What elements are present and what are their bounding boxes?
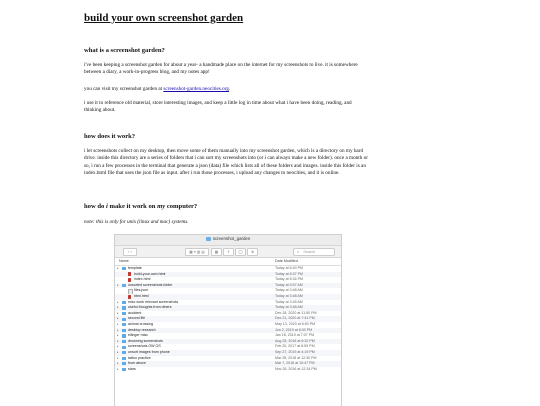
disclosure-triangle-icon: ▸ <box>117 305 119 310</box>
file-date: Jan 18, 2019 at 7:07 PM <box>275 333 315 338</box>
finder-titlebar <box>115 235 341 246</box>
disclosure-triangle-icon: ▸ <box>117 327 119 332</box>
file-date: Mar 28, 2018 at 12:30 PM <box>275 355 317 360</box>
file-name: second life <box>128 316 146 321</box>
file-date: Mar 7, 2018 at 10:47 PM <box>275 361 315 366</box>
page-title: build your own screenshot garden <box>84 12 244 24</box>
file-name: desktop research <box>128 327 156 332</box>
file-name: accident <box>128 310 142 315</box>
heading-make-a: how do <box>84 203 106 210</box>
file-date: Today at 6:40 PM <box>275 266 303 270</box>
folder-icon <box>122 318 126 321</box>
file-name: stars <box>128 366 136 371</box>
file-date: Today at 3:48 AM <box>275 288 303 293</box>
disclosure-triangle-icon: ▸ <box>117 316 119 321</box>
folder-icon <box>122 346 126 349</box>
file-name: tattoo practice <box>128 355 151 360</box>
file-date: Today at 3:48 AM <box>275 305 303 310</box>
disclosure-triangle-icon: ▸ <box>117 361 119 366</box>
file-name: files.json <box>134 288 148 293</box>
file-name: from above <box>128 361 146 366</box>
html-file-icon <box>128 272 131 276</box>
html-file-icon <box>128 295 131 299</box>
file-name: drowning screenshots <box>128 338 163 343</box>
file-name: index.html <box>134 277 151 282</box>
finder-title <box>115 236 341 241</box>
folder-icon <box>122 340 126 343</box>
file-name: ellinger misc <box>128 333 148 338</box>
disclosure-triangle-icon: ▸ <box>117 310 119 315</box>
file-name: build-your-own.html <box>134 271 166 276</box>
column-name: Name <box>119 259 129 263</box>
folder-icon <box>122 334 126 337</box>
back-forward-icon: ‹ › <box>123 248 137 256</box>
folder-icon <box>122 301 126 304</box>
finder-rows <box>115 266 341 372</box>
file-name: useful thoughts from others <box>128 305 172 310</box>
folder-icon <box>122 351 126 354</box>
disclosure-triangle-icon: ▸ <box>117 266 119 270</box>
file-name: template <box>128 266 142 270</box>
folder-icon <box>122 323 126 326</box>
file-row <box>115 367 341 373</box>
visit-suffix: . <box>228 86 231 92</box>
folder-icon <box>206 237 211 241</box>
folder-icon <box>122 312 126 315</box>
finder-toolbar <box>115 246 341 258</box>
group-icon: ▦ <box>211 248 222 256</box>
share-icon: ⇪ <box>223 248 234 256</box>
finder-search <box>293 248 335 256</box>
heading-make-c: computer? <box>165 203 198 210</box>
disclosure-triangle-icon: ▸ <box>117 344 119 349</box>
file-date: Jun 2, 2019 at 6:00 PM <box>275 327 313 332</box>
search-icon: ⌕ <box>297 250 300 254</box>
file-date: Dec 28, 2020 at 11:50 PM <box>275 310 317 315</box>
disclosure-triangle-icon: ▸ <box>117 366 119 371</box>
folder-icon <box>122 329 126 332</box>
file-date: May 13, 2020 at 6:50 PM <box>275 321 316 326</box>
column-date: Date Modified <box>275 259 298 263</box>
heading-make-my: my <box>157 203 166 210</box>
file-date: Today at 5:57 AM <box>275 282 303 287</box>
view-mode-icon: ▦ ≡ ▥ ▤ <box>185 248 209 256</box>
gear-icon: ✲ <box>247 248 258 256</box>
heading-make <box>84 203 197 210</box>
disclosure-triangle-icon: ▸ <box>117 333 119 338</box>
paragraph-what-2 <box>84 86 370 93</box>
heading-how: how does it work? <box>84 133 136 140</box>
disclosure-triangle-icon: ▸ <box>117 321 119 326</box>
file-date: Today at 6:37 PM <box>275 271 303 276</box>
file-date: Today at 3:48 AM <box>275 293 303 298</box>
disclosure-triangle-icon: ▸ <box>117 338 119 343</box>
file-date: Aug 28, 2018 at 6:32 PM <box>275 338 315 343</box>
heading-what: what is a screenshot garden? <box>84 47 165 54</box>
file-name: screenshots OW OS <box>128 344 161 349</box>
folder-icon <box>122 368 126 371</box>
file-date: Dec 21, 2020 at 7:41 PM <box>275 316 315 321</box>
file-name: unsorted screenshots folder <box>128 282 173 287</box>
file-name: unsort images from phone <box>128 349 170 354</box>
file-date: Feb 20, 2017 at 6:59 PM <box>275 344 315 349</box>
tag-icon: ◯ <box>235 248 246 256</box>
heading-make-b: make it work on <box>107 203 158 210</box>
finder-column-header <box>115 258 341 266</box>
file-date: Sep 27, 2019 at 4:19 PM <box>275 349 315 354</box>
disclosure-triangle-icon: ▸ <box>117 282 119 287</box>
finder-screenshot <box>114 234 342 406</box>
disclosure-triangle-icon: ▸ <box>117 355 119 360</box>
file-date: Nov 28, 2016 at 12:34 PM <box>275 366 317 371</box>
garden-link[interactable]: screenshot-garden.neocities.org <box>163 86 229 92</box>
unix-note: note: this is only for unix (linux and mac) systems. <box>84 219 189 225</box>
folder-icon <box>122 306 126 309</box>
search-placeholder: Search <box>303 250 316 254</box>
paragraph-what-3: i use it to reference old material, store interesting images, and keep a little log in time about what i have been doing, reading, and thinking about. <box>84 100 352 114</box>
folder-icon <box>122 357 126 360</box>
visit-text: you can visit my screenshot garden at <box>84 86 164 92</box>
file-name: misc work relevant screenshots <box>128 299 179 304</box>
folder-icon <box>122 267 126 270</box>
disclosure-triangle-icon: ▸ <box>117 349 119 354</box>
file-name: animal crossing <box>128 321 153 326</box>
file-date: Today at 6:34 PM <box>275 277 303 282</box>
file-name: html.html <box>134 293 149 298</box>
folder-icon <box>122 362 126 365</box>
heading-make-i: i <box>106 203 108 210</box>
paragraph-how: i let screenshots collect on my desktop, then move some of them manually into my screenshot garden, which is a directory on my hard drive. inside this directory are a series of folders that i can sort my screenshots into (or i can always make a new folder). once a month or so, i run a few processes in the terminal that generate a json (data) file which lists all of these folders and images. inside this folder is an index.html file that uses the json file as input. after i run those processes, i upload any changes to neocities, and it is online. <box>84 148 368 177</box>
disclosure-triangle-icon: ▸ <box>117 299 119 304</box>
finder-title-text: screenshot_garden <box>212 236 251 241</box>
paragraph-what-1: i've been keeping a screenshot garden for about a year- a handmade place on the internet for my screenshots to live. it is somewhere between a diary, a work-in-progress blog, and my notes app! <box>84 62 358 76</box>
file-date: Today at 3:45 AM <box>275 299 303 304</box>
folder-icon <box>122 284 126 287</box>
html-file-icon <box>128 278 131 282</box>
